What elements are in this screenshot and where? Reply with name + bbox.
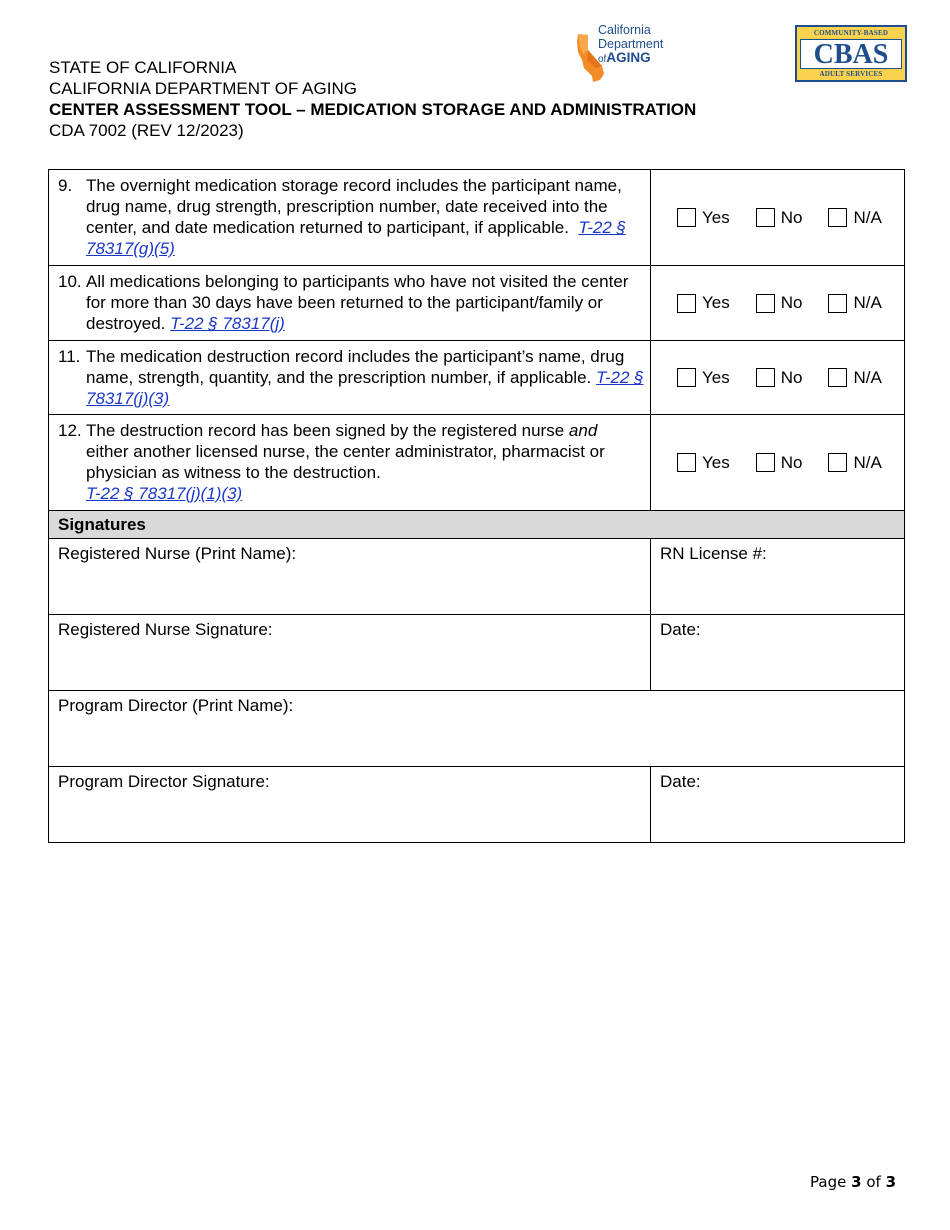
yes-option[interactable]	[677, 208, 730, 228]
na-label: N/A	[853, 452, 882, 472]
yes-checkbox[interactable]	[677, 368, 696, 387]
signature-row	[49, 691, 905, 767]
no-label: No	[780, 207, 803, 227]
assessment-table	[48, 169, 905, 843]
rn-signature-label: Registered Nurse Signature:	[58, 620, 273, 639]
yes-checkbox[interactable]	[677, 294, 696, 313]
no-checkbox[interactable]	[756, 453, 775, 472]
form-number: CDA 7002 (REV 12/2023)	[49, 121, 244, 140]
yes-label: Yes	[702, 367, 730, 387]
cbas-logo-main: CBAS	[800, 39, 902, 69]
yes-option[interactable]	[677, 368, 730, 388]
page-of: of	[866, 1173, 881, 1191]
signature-row	[49, 767, 905, 843]
question-text-start: The destruction record has been signed by the registered nurse	[86, 421, 565, 440]
pd-signature-field[interactable]	[49, 767, 651, 843]
question-text: The overnight medication storage record includes the participant name, drug name, drug strength, prescription number, date received into the center, and date medication returned to participant, if applicable.	[86, 176, 622, 237]
yes-checkbox[interactable]	[677, 453, 696, 472]
question-cell	[49, 266, 651, 341]
cbas-logo-top: COMMUNITY-BASED	[813, 29, 889, 37]
signature-row	[49, 615, 905, 691]
answer-cell	[651, 415, 905, 511]
no-label: No	[780, 367, 803, 387]
rn-date-field[interactable]	[651, 615, 905, 691]
department-line: CALIFORNIA DEPARTMENT OF AGING	[49, 79, 357, 98]
question-text: All medications belonging to participants who have not visited the center for more than 30 days have been returned to the participant/family or destroyed.	[86, 272, 629, 333]
na-label: N/A	[853, 293, 882, 312]
na-checkbox[interactable]	[828, 368, 847, 387]
cda-logo-line2: Department	[598, 36, 664, 51]
answer-cell	[651, 341, 905, 415]
page-label: Page	[810, 1173, 847, 1191]
no-option[interactable]	[756, 293, 803, 313]
cda-logo	[575, 22, 685, 86]
rn-license-label: RN License #:	[660, 544, 767, 563]
regulation-link[interactable]: T-22 § 78317(j)(1)(3)	[86, 484, 243, 503]
current-page: 3	[851, 1173, 862, 1191]
no-option[interactable]	[756, 368, 803, 388]
question-row	[49, 415, 905, 511]
signatures-heading: Signatures	[49, 511, 905, 539]
no-label: No	[780, 293, 803, 312]
na-checkbox[interactable]	[828, 294, 847, 313]
yes-option[interactable]	[677, 293, 730, 313]
yes-label: Yes	[702, 207, 730, 227]
na-option[interactable]	[828, 453, 881, 473]
cda-logo-line1: California	[598, 23, 651, 37]
cda-logo-text	[598, 24, 663, 67]
na-option[interactable]	[828, 293, 881, 313]
question-cell	[49, 170, 651, 266]
question-number: 10.	[58, 272, 82, 291]
question-text: The medication destruction record includes the participant’s name, drug name, strength, quantity, and the prescription number, if applicable.	[86, 347, 625, 387]
regulation-link[interactable]: T-22 § 78317(j)(3)	[86, 368, 644, 408]
na-option[interactable]	[828, 368, 881, 388]
rn-license-field[interactable]	[651, 539, 905, 615]
question-row	[49, 170, 905, 266]
na-checkbox[interactable]	[828, 453, 847, 472]
signature-row	[49, 539, 905, 615]
cbas-logo	[795, 25, 907, 82]
yes-label: Yes	[702, 452, 730, 472]
rn-name-field[interactable]	[49, 539, 651, 615]
cda-logo-aging: AGING	[606, 50, 651, 65]
question-text-end: either another licensed nurse, the center administrator, pharmacist or physician as witness to the destruction.	[86, 442, 605, 482]
regulation-link[interactable]: T-22 § 78317(g)(5)	[86, 218, 626, 258]
pd-date-label: Date:	[660, 772, 701, 791]
question-number: 9.	[58, 176, 73, 195]
na-checkbox[interactable]	[828, 208, 847, 227]
na-label: N/A	[853, 367, 882, 387]
na-label: N/A	[853, 207, 882, 227]
question-row	[49, 341, 905, 415]
no-checkbox[interactable]	[756, 294, 775, 313]
question-number: 12.	[58, 421, 82, 440]
question-number: 11.	[58, 347, 81, 366]
rn-date-label: Date:	[660, 620, 701, 639]
cda-logo-of: of	[598, 54, 607, 65]
yes-label: Yes	[702, 293, 730, 312]
form-title: CENTER ASSESSMENT TOOL – MEDICATION STORAGE AND ADMINISTRATION	[49, 100, 697, 119]
state-line: STATE OF CALIFORNIA	[49, 58, 237, 77]
signatures-heading-row	[49, 511, 905, 539]
pd-name-field[interactable]	[49, 691, 905, 767]
rn-name-label: Registered Nurse (Print Name):	[58, 544, 297, 563]
question-cell	[49, 341, 651, 415]
regulation-link[interactable]: T-22 § 78317(j)	[170, 314, 285, 333]
no-checkbox[interactable]	[756, 368, 775, 387]
yes-checkbox[interactable]	[677, 208, 696, 227]
cbas-logo-bottom: ADULT SERVICES	[819, 70, 883, 78]
pd-signature-label: Program Director Signature:	[58, 772, 270, 791]
question-text-emphasis: and	[568, 421, 598, 440]
pd-date-field[interactable]	[651, 767, 905, 843]
question-cell	[49, 415, 651, 511]
question-row	[49, 266, 905, 341]
no-option[interactable]	[756, 453, 803, 473]
no-checkbox[interactable]	[756, 208, 775, 227]
page-number	[810, 1173, 896, 1191]
no-option[interactable]	[756, 208, 803, 228]
answer-cell	[651, 170, 905, 266]
total-pages: 3	[885, 1173, 897, 1191]
pd-name-label: Program Director (Print Name):	[58, 696, 294, 715]
answer-cell	[651, 266, 905, 341]
na-option[interactable]	[828, 208, 881, 228]
rn-signature-field[interactable]	[49, 615, 651, 691]
no-label: No	[780, 452, 803, 472]
yes-option[interactable]	[677, 453, 730, 473]
